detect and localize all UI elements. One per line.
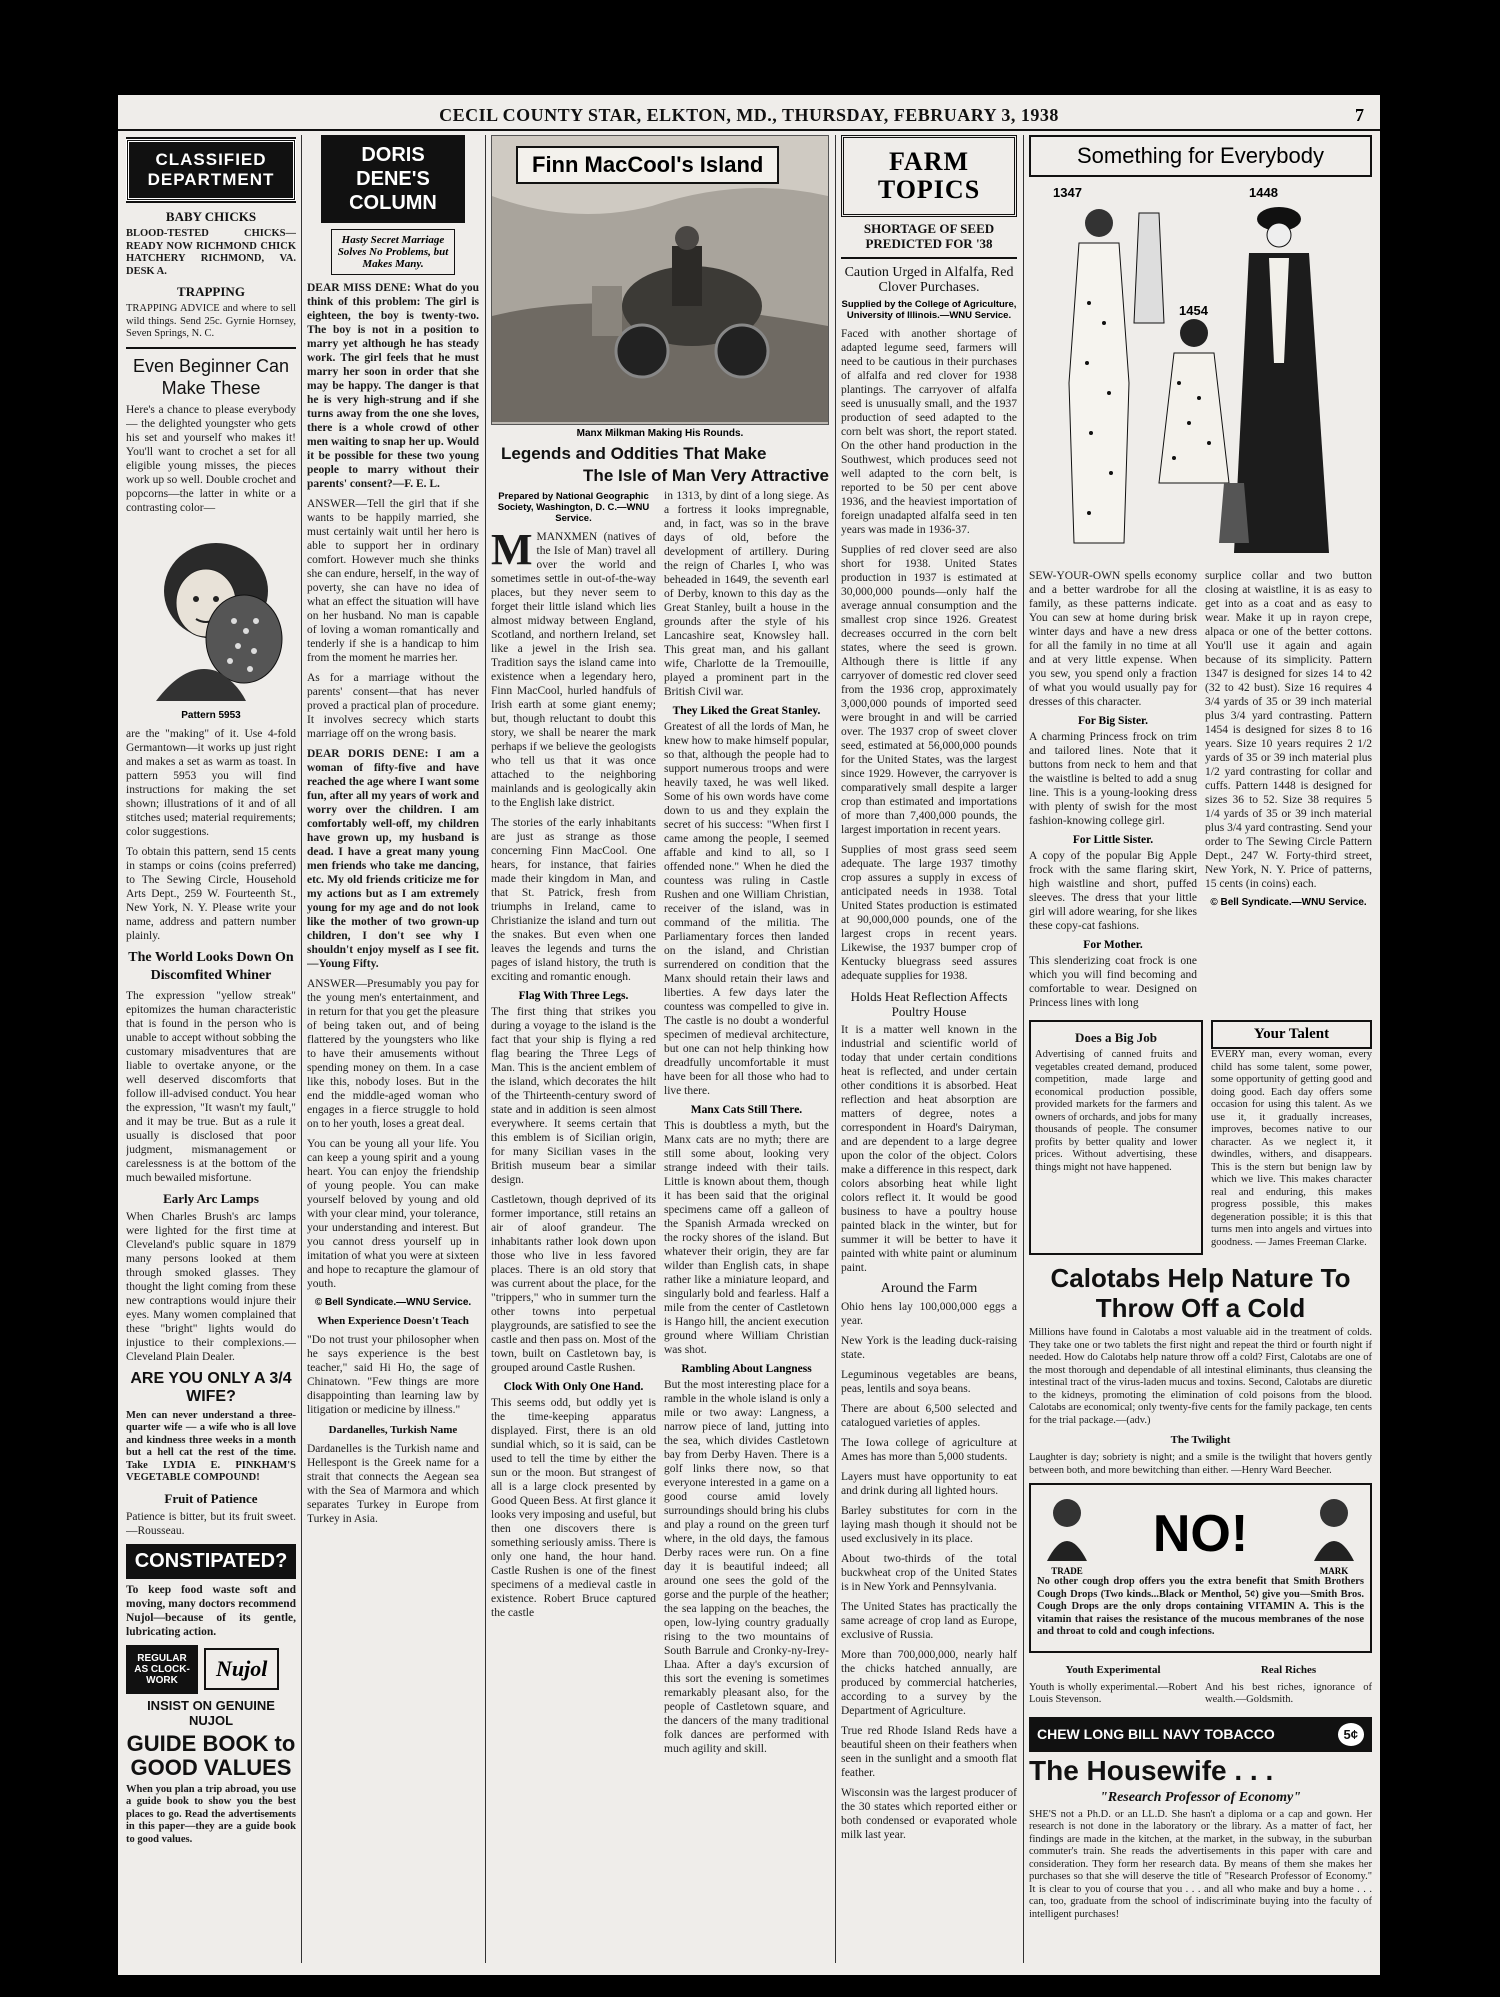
langness-subhead: Rambling About Langness: [681, 1363, 812, 1375]
big-job-headline: Does a Big Job: [1075, 1030, 1157, 1045]
no-headline: NO!: [1152, 1504, 1249, 1563]
stanley-body: Greatest of all the lords of Man, he knew how to make himself popular, so that, although the people had to support numerous troops and were heavily taxed, he was well liked. Some of his own words have come down to us and they explain the secret of his success: "When first I came among the people, I seemed affable and kind to all, so I offended none." When he died the countess was ruling in Castle Rushen and one William Christian, receiver of the island, was in command of the militia. The Parliamentary forces then landed on the island, and Christian surrendered on condition that the Manx should retain their laws and liberties. A few days later the countess was compelled to give in. The castle is no doubt a wonderful specimen of medieval architecture, but one can not help thinking how dreadfully uncomfortable it must have been for all those who had to live there.: [664, 721, 829, 1097]
letter-1: DEAR MISS DENE: What do you think of this problem: The girl is eighteen, the boy is twenty-two. The boy is not in a position to marry yet although he has steady work. The girl feels that he must marry her soon in order that she may be happy. The danger is that he is very high-strung and if she turns away from the one she loves, there is a whole crowd of other men waiting to snap her up. Would it be possible for these two young people to marry without their parents' consent?—F. E. L.: [307, 282, 479, 490]
world-body: The expression "yellow streak" epitomizes the human characteristic that is found in the person who is unable to accept without sobbing the customary misadventures that are liable to overtake anyone, or the well deserved discomforts that follow ill-advised conduct. You hear the expression, "It wasn't my fault," and it may be true. But as a rule it usually is disclosed that poor judgment, mismanagement or carelessness is at the bottom of the much bewailed misfortune.: [126, 989, 296, 1184]
sewing-body: SEW-YOUR-OWN spells economy and a better wardrobe for all the family, as these patterns indicate. You can sew at home during brisk winter days and have a new dress for all the family in no time at all and at very little expense. When you sew, you spend only a fraction of what you would usually pay for dresses of this character.: [1029, 570, 1197, 708]
fashion-illustration: [1029, 183, 1372, 563]
fruit-headline: Fruit of Patience: [164, 1490, 258, 1506]
chew-text: CHEW LONG BILL NAVY TOBACCO: [1037, 1726, 1275, 1742]
talent-body: EVERY man, every woman, every child has some talent, some power, some opportunity of getting good and doing good. Each day offers some occasion for using this talent. As we use it, it gradually increases, improves, becomes native to our character. As we neglect it, it dwindles, withers, and disappears. This is the stern but benign law by which we live. This makes character real and enduring, this makes progress possible, this makes degeneration possible; it is this that turns men into angels and virtues into goodness. — James Freeman Clarke.: [1210, 1049, 1372, 1248]
insist-nujol: INSIST ON GENUINE NUJOL: [147, 1697, 275, 1728]
crochet-body: Here's a chance to please everybody — the delighted youngster who gets his set and yourself who makes it! You'll want to crochet a set for all eligible young misses, the pieces work up so well. Double crochet and popcorns—the latter in white or a contrasting color—: [126, 403, 296, 514]
youth-body: Youth is wholly experimental.—Robert Louis Stevenson.: [1029, 1681, 1197, 1705]
big-job-body: Advertising of canned fruits and vegetables created demand, produced competition, made large and economical production possible, provided markets for the farmers and owners of orchards, and jobs for many thousands of people. The consumer profits by better quality and lower prices. Without advertising, these things might not have happened.: [1035, 1049, 1197, 1173]
heat-body: It is a matter well known in the industrial and scientific world of today that under certain conditions heat is reflected, and under certain other conditions it is absorbed. Heat reflection and heat absorption are matters of degree, notes a correspondent in Hoard's Dairyman, and are dependent to a large degree upon the color of the object. Colors make a difference in this respect, dark colors absorbing heat while light colors reflect it. It would be good business to have a poultry house painted black in the winter, but for summer it will be better to have it painted with white paint or aluminum paint.: [841, 1024, 1017, 1274]
dardanelles-body: Dardanelles is the Turkish name and Hellespont is the Greek name for a strait that connects the Aegean sea with the Sea of Marmora and which separates Turkey in Europe from Turkey in Asia.: [307, 1443, 479, 1525]
little-sister-body: A copy of the popular Big Apple frock with the same flaring skirt, high waistline and short, puffed sleeves. The dress that your little girl will adore wearing, for she likes these copy-cat fashions.: [1029, 850, 1197, 932]
doris-credit: © Bell Syndicate.—WNU Service.: [314, 1297, 472, 1308]
isle-body-b: The stories of the early inhabitants are just as strange as those concerning Finn MacCool. One hears, for instance, that fairies made their kingdom in Man, and that St. Patrick, fresh from triumphs in Ireland, came to Christianize the island and turn out the snakes. But even when one leaves the legends and turns the pages of island history, the truth is exciting and romantic enough.: [491, 817, 656, 983]
cats-body: This is doubtless a myth, but the Manx cats are no myth; there are still some about, looking very strange indeed with their tails. Little is known about them, though it has been said that the original specimens came off a galleon of the Spanish Armada wrecked on the rocky shores of the island. But whatever their origin, they are far wilder than English cats, in shape rather like a miniature leopard, and singularly bold and fearless. Half a mile from the center of Castletown is Hango hill, the ancient execution ground where William Christian was shot.: [664, 1120, 829, 1356]
guide-book-headline: GUIDE BOOK to GOOD VALUES: [126, 1730, 296, 1780]
isle-body-d: in 1313, by dint of a long siege. As a fortress it looks impregnable, and, in fact, was so in the brave days of old, before the development of artillery. During the reign of Charles I, who was beheaded in 1649, the seventh earl of Derby, known to this day as the Great Stanley, built a house in the grounds after the style of his Lancashire seat, Knowsley hall. This great man, and his gallant wife, Charlotte de la Tremouille, played a prominent part in the British Civil war.: [664, 490, 829, 698]
list-item: The United States has practically the same acreage of crop land as Europe, exclusive of Russia.: [841, 1601, 1017, 1641]
pattern-caption: Pattern 5953: [181, 709, 241, 721]
riches-body: And his best riches, ignorance of wealth.—Goldsmith.: [1205, 1681, 1372, 1705]
column-3: [491, 135, 829, 1963]
answer-2: ANSWER—Presumably you pay for the young men's entertainment, and in return for that you get the pleasure of being taken out, and of being flattered by the youngsters who like to have their amusements without spending money on them. In a case like this, nobody loses. But in the end the middle-aged woman who engages in a fierce struggle to hold on to her youth, loses a great deal.: [307, 978, 479, 1130]
trapping-text: TRAPPING ADVICE and where to sell wild things. Send 25c. Gyrnie Hornsey, Seven Springs, N. C.: [126, 303, 296, 339]
regular-label: REGULAR AS CLOCK-WORK: [126, 1645, 198, 1694]
doris-dene-subtitle: Hasty Secret Marriage Solves No Problems, but Makes Many.: [331, 229, 455, 275]
big-sister-subhead: For Big Sister.: [1078, 715, 1148, 727]
arc-lamps-body: When Charles Brush's arc lamps were lighted for the first time at Cleveland's public square in 1879 many persons looked at them through smoked glasses. They thought the light coming from these new contraptions would injure their eyes. Many women complained that these "bright" lights would do injustice to their complexions.—Cleveland Plain Dealer.: [126, 1210, 296, 1363]
crochet-girl-illustration: [126, 521, 296, 706]
isle-body-c: Castletown, though deprived of its former importance, still retains an air of aloof grandeur. The inhabitants rather look down upon those who live in less favored places. There is an old story that was current about the place, for the "trippers," who in summer turn the other towns into perpetual playgrounds, are satisfied to see the castle and then pass on. Most of the town, built on Castletown bay, is grouped around Castle Rushen.: [491, 1194, 656, 1374]
pattern-number-1448: 1448: [1249, 185, 1278, 200]
pattern-number-1454: 1454: [1179, 303, 1208, 318]
list-item: Ohio hens lay 100,000,000 eggs a year.: [841, 1301, 1017, 1327]
list-item: There are about 6,500 selected and catalogued varieties of apples.: [841, 1403, 1017, 1429]
clock-subhead: Clock With Only One Hand.: [503, 1381, 644, 1393]
newspaper-page: [118, 95, 1380, 1975]
langness-body: But the most interesting place for a ramble in the whole island is only a mile or two away: Langness, a narrow piece of land, jutting into the sea, which divides Castletown bay from Derby Haven. There is a golf links there now, so that everyone interested in a game on a good course amid lovely surroundings should bring his clubs and play a round on the green turf where, in the old days, the famous Derby races were run. On a fine day it is beautiful indeed; all around one sees the gold of the gorse and the purple of the heather; the sea lapping on the beaches, the open, low-lying country gradually rising to the two mountains of South Barrule and Cronky-ny-Irey-Lhaa. After a day's excursion of this sort the evening is sometimes remarkably pleasant also, for the people of Castletown square, and the dancers of the many traditional folk dances are performed with much agility and skill.: [664, 1379, 829, 1755]
pattern-details: surplice collar and two button closing at waistline, it is as easy to get into as a coat and as easy to wear. Make it up in rayon crepe, alpaca or one of the better cottons. You'll use it again and again because of its simplicity. Pattern 1347 is designed for sizes 14 to 42 (32 to 42 bust). Size 16 requires 4 3/4 yards of 35 or 39 inch material plus 3/4 yard contrasting. Pattern 1454 is designed for sizes 8 to 16 years. Size 10 years requires 2 1/2 yards of 35 or 39 inch material plus 1/2 yard contrasting for collar and cuffs. Pattern 1448 is designed for sizes 36 to 52. Size 38 requires 5 1/4 yards of 35 or 39 inch material plus 3/4 yard contrasting. Send your order to The Sewing Circle Pattern Dept., 247 W. Forty-third street, New York, N. Y. Price of patterns, 15 cents (in coins) each.: [1205, 570, 1372, 890]
clock-body: This seems odd, but oddly yet is the time-keeping apparatus displayed. First, there is an old sundial which, so it is said, can be used to tell the time by either the sun or the moon. But strangest of all is a large clock presented by Good Queen Bess. At first glance it looks very imposing and useful, but then one discovers there is something seriously amiss. There is only one hand, the hour hand. Castle Rushen is one of the finest specimens of a medieval castle in existence. Robert Bruce captured the castle: [491, 1397, 656, 1619]
talent-headline: Your Talent: [1211, 1020, 1372, 1049]
calotabs-headline: Calotabs Help Nature To Throw Off a Cold: [1050, 1263, 1351, 1323]
guide-book-body: When you plan a trip abroad, you use a guide book to show you the best places to go. Read the advertisements in this paper—they are a guide book to good values.: [126, 1783, 296, 1845]
masthead-title: CECIL COUNTY STAR, ELKTON, MD., THURSDAY, FEBRUARY 3, 1938: [439, 105, 1059, 125]
column-2: [307, 135, 479, 1963]
letter-2: DEAR DORIS DENE: I am a woman of fifty-five and have reached the age where I want some fun, after all my years of work and worry over the children. I am comfortably well-off, my children have grown up, my husband is dead. I have a great many young men friends who take me dancing, etc. My old friends criticize me for my actions but as I am extremely young for my age and do not look like the mother of two grown-up children, I don't see why I shouldn't enjoy myself as I see fit.—Young Fifty.: [307, 748, 479, 970]
isle-headline-2: The Isle of Man Very Attractive: [583, 466, 829, 485]
crochet-order-text: To obtain this pattern, send 15 cents in stamps or coins (coins preferred) to The Sewing Circle, Household Arts Dept., 259 W. Fourteenth St., New York, N. Y. Please write your name, address and pattern number plainly.: [126, 845, 296, 942]
housewife-body: SHE'S not a Ph.D. or an LL.D. She hasn't a diploma or a cap and gown. Her research is not done in the laboratory or the library. As a matter of fact, her findings are made in the kitchen, at the market, in the subway, in the suburban commuter's train. She reads the advertisements in this paper with care and consideration. They form her research data. By means of them she makes her purchases so that she will deserve the title of "Research Professor of Economy." It is clear to you of course that you . . . and all who make and buy a home . . . can, too, graduate from the school of indiscriminate buying into the faculty of intelligent purchases!: [1029, 1808, 1372, 1920]
heat-headline: Holds Heat Reflection Affects Poultry House: [850, 989, 1008, 1019]
flag-subhead: Flag With Three Legs.: [518, 990, 629, 1002]
list-item: True red Rhode Island Reds have a beautiful sheen on their feathers when seen in the sunlight and a smooth flat feather.: [841, 1725, 1017, 1779]
isle-body-a: MMANXMEN (natives of the Isle of Man) travel all over the world and sometimes settle in out-of-the-way places, but they never seem to forget their little island which lies almost midway between England, Scotland, and northern Ireland, set like a jewel in the Irish sea. Tradition says the island came into existence when a legendary hero, Finn MacCool, hurled handfuls of Irish earth at some giant enemy; but, though reluctant to doubt this story, we shall be nearer the mark perhaps if we believe the geologists who tell us that it was once attached to the neighboring mainlands and is geologically akin to the English lake district.: [491, 525, 656, 809]
bearded-man-right-icon: [1304, 1491, 1364, 1561]
mother-body: This slenderizing coat frock is one which you will find becoming and comfortable to wear. Designed on Princess lines with long: [1029, 955, 1197, 1009]
chew-tobacco-banner: [1029, 1717, 1372, 1752]
calotabs-body: Millions have found in Calotabs a most valuable aid in the treatment of colds. They take one or two tablets the first night and repeat the third or fourth night if needed. How do Calotabs help nature throw off a cold? First, Calotabs are one of the most thorough and dependable of all intestinal eliminants, thus cleansing the intestinal tract of the virus-laden mucus and toxins. Second, Calotabs are diuretic to the kidneys, promoting the elimination of cold poisons from the blood. Calotabs are economical; only twenty-five cents for the family package, ten cents for the trial package.—(adv.): [1029, 1327, 1372, 1426]
list-item: New York is the leading duck-raising state.: [841, 1335, 1017, 1361]
wife-ad-body: Men can never understand a three-quarter wife — a wife who is all love and kindness three weeks in a month but a hell cat the rest of the time. Take LYDIA E. PINKHAM'S VEGETABLE COMPOUND!: [126, 1409, 296, 1483]
isle-byline: Prepared by National Geographic Society, Washington, D. C.—WNU Service.: [497, 491, 650, 524]
farm-topics-header: FARM TOPICS: [841, 135, 1017, 217]
farm-items-list: [841, 1300, 1017, 1842]
bearded-man-left-icon: [1037, 1491, 1097, 1561]
around-farm-headline: Around the Farm: [880, 1281, 978, 1296]
mark-label: MARK: [1319, 1566, 1349, 1576]
pattern-number-1347: 1347: [1053, 185, 1082, 200]
answer-1b: As for a marriage without the parents' consent—that has never proved a practical plan of procedure. It involves secrecy which starts marriage off on the wrong basis.: [307, 672, 479, 740]
list-item: Layers must have opportunity to eat and drink during all lighted hours.: [841, 1471, 1017, 1497]
chew-price: 5¢: [1338, 1723, 1364, 1746]
trade-label: TRADE: [1051, 1566, 1083, 1576]
fashion-credit: © Bell Syndicate.—WNU Service.: [1210, 897, 1367, 908]
nujol-bottle-label: Nujol: [204, 1648, 279, 1690]
photo-title: Finn MacCool's Island: [516, 146, 779, 184]
baby-chicks-heading: BABY CHICKS: [165, 209, 257, 224]
farm-body-2: Supplies of red clover seed are also short for 1938. United States production in 1937 is estimated at 30,000,000 pounds—only half the average annual consumption and the smallest crop since 1926. Greatest decreases occurred in the corn belt states, where the seed is grown. Although there is little if any carryover of domestic red clover seed from the 1936 crop, approximately 3,000,000 pounds of imported seed were brought in and will be carried over. The 1937 crop of sweet clover seed, estimated at 56,000,000 pounds for the United States, was the largest since 1929. However, the carryover is comparatively small despite a larger crop than estimated and importations of more than 7,400,000 pounds, the largest importation in recent years.: [841, 544, 1017, 836]
list-item: About two-thirds of the total buckwheat crop of the United States is in New York and Pennsylvania.: [841, 1553, 1017, 1593]
answer-2b: You can be young all your life. You can keep a young spirit and a young heart. You can enjoy the friendship of young people. You can make yourself beloved by young and old with your clear mind, your tolerance, your understanding and interest. But you cannot dress yourself up in imitation of what you were at sixteen and hope to recapture the glamour of youth.: [307, 1138, 479, 1290]
cats-subhead: Manx Cats Still There.: [690, 1104, 803, 1116]
crochet-body-2: are the "making" of it. Use 4-fold Germantown—it works up just right and makes a set as warm as toast. In pattern 5953 you will find instructions for making the set shown; illustrations of it and of all stitches used; material requirements; color suggestions.: [126, 727, 296, 838]
farm-byline: Supplied by the College of Agriculture, University of Illinois.—WNU Service.: [841, 299, 1017, 321]
twilight-headline: The Twilight: [1170, 1434, 1231, 1446]
constipated-body: To keep food waste soft and moving, many doctors recommend Nujol—because of its gentle, lubricating action.: [126, 1583, 296, 1638]
stanley-subhead: They Liked the Great Stanley.: [672, 705, 821, 717]
riches-headline: Real Riches: [1260, 1663, 1317, 1676]
wife-ad-headline: ARE YOU ONLY A 3/4 WIFE?: [130, 1369, 292, 1405]
list-item: Barley substitutes for corn in the laying mash though it should not be used exclusively in its place.: [841, 1505, 1017, 1545]
world-headline: The World Looks Down On Discomfited Whiner: [128, 949, 294, 983]
arc-lamps-headline: Early Arc Lamps: [163, 1190, 259, 1206]
flag-body: The first thing that strikes you during a voyage to the island is the fact that your ship is flying a red flag bearing the Three Legs of Man. This is the ancient emblem of the island, which decorates the hilt of the Thirteenth-century sword of state and in addition is seen almost everywhere. It seems certain that this emblem is of Sicilian origin, for many Sicilian vases in the British museum bear a similar design.: [491, 1006, 656, 1186]
youth-headline: Youth Experimental: [1065, 1663, 1161, 1676]
photo-caption: Manx Milkman Making His Rounds.: [576, 428, 744, 439]
isle-photo: [491, 135, 829, 425]
caution-subhead: Caution Urged in Alfalfa, Red Clover Purchases.: [844, 265, 1014, 295]
mother-subhead: For Mother.: [1083, 939, 1143, 951]
experience-headline: When Experience Doesn't Teach: [317, 1315, 469, 1327]
shortage-headline: SHORTAGE OF SEED PREDICTED FOR '38: [863, 221, 995, 251]
housewife-subhead: "Research Professor of Economy": [1099, 1789, 1302, 1805]
constipated-ad-header: CONSTIPATED?: [126, 1544, 296, 1579]
answer-1: ANSWER—Tell the girl that if she wants to be happily married, she must certainly wait until her hero is able to support her in ordinary comfort. However much she thinks she can endure, herself, in the way of poverty, she can have no idea of what an effect the situation will have on her husband. No man is capable of loving a woman romantically and tenderly if she is a handicap to him from the moment he marries her.: [307, 498, 479, 664]
farm-body-1: Faced with another shortage of adapted legume seed, farmers will need to be cautious in their purchases of alfalfa and red clover for 1938 plantings. The carryover of alfalfa seed is unusually small, and the 1937 production of seed adapted to the corn belt was short, the report stated. On the other hand production in the Southwest, which produces seed not well adapted to the corn belt, is reported to be 50 per cent above 1936, and the heaviest importation of foreign unadapted alfalfa seed in ten years was made in 1936-37.: [841, 328, 1017, 536]
something-header: Something for Everybody: [1029, 135, 1372, 177]
doris-dene-title: DORIS DENE'S COLUMN: [321, 135, 465, 223]
list-item: Leguminous vegetables are beans, peas, lentils and soya beans.: [841, 1369, 1017, 1395]
classified-header: CLASSIFIED DEPARTMENT: [126, 139, 296, 201]
list-item: More than 700,000,000, nearly half the chicks hatched annually, are produced by commercial hatcheries, according to a survey by the Department of Agriculture.: [841, 1649, 1017, 1717]
column-4: [841, 135, 1017, 1963]
big-sister-body: A charming Princess frock on trim and tailored lines. Note that it buttons from neck to hem and that the waistline is belted to add a snug line. This is a young-looking dress with plenty of swish for the most fashion-knowing college girl.: [1029, 731, 1197, 827]
list-item: The Iowa college of agriculture at Ames has more than 5,000 students.: [841, 1437, 1017, 1463]
trapping-heading: TRAPPING: [177, 284, 245, 299]
fruit-body: Patience is bitter, but its fruit sweet.—Rousseau.: [126, 1510, 296, 1537]
twilight-body: Laughter is day; sobriety is night; and a smile is the twilight that hovers gently between both, and more bewitching than either. —Henry Ward Beecher.: [1029, 1452, 1372, 1476]
page-number: 7: [1355, 105, 1364, 125]
masthead: [118, 105, 1380, 131]
farm-body-3: Supplies of most grass seed seem adequate. The large 1937 timothy crop assures a supply in excess of anticipated needs in 1938. Total United States production is estimated at 90,000,000 pounds, one of the largest crops in recent years. Likewise, the 1937 bumper crop of Kentucky bluegrass seed assures adequate supplies for 1938.: [841, 844, 1017, 982]
baby-chicks-text: BLOOD-TESTED CHICKS—READY NOW RICHMOND CHICK HATCHERY RICHMOND, VA. DESK A.: [126, 228, 296, 277]
crochet-headline: Even Beginner Can Make These: [132, 355, 290, 398]
experience-body: "Do not trust your philosopher when he says experience is the best teacher," said Hi Ho, the sage of Chinatown. "Few things are more disappointing than learning law by litigation or medicine by illness.": [307, 1334, 479, 1416]
no-ad-body: No other cough drop offers you the extra benefit that Smith Brothers Cough Drops (Two kinds...Black or Menthol, 5¢) give you—Smith Bros. Cough Drops are the only drops containing VITAMIN A. This is the vitamin that raises the resistance of the mucous membranes of the nose and throat to cold and cough infections.: [1037, 1576, 1364, 1637]
dardanelles-headline: Dardanelles, Turkish Name: [328, 1424, 458, 1436]
column-5: [1029, 135, 1372, 1963]
column-1: [126, 135, 296, 1963]
list-item: Wisconsin was the largest producer of the 30 states which reported either or both condensed or evaporated whole milk last year.: [841, 1787, 1017, 1841]
smith-brothers-ad: [1029, 1483, 1372, 1653]
isle-headline-1: Legends and Oddities That Make: [501, 444, 767, 463]
little-sister-subhead: For Little Sister.: [1072, 834, 1154, 846]
housewife-headline: The Housewife . . .: [1029, 1754, 1274, 1786]
